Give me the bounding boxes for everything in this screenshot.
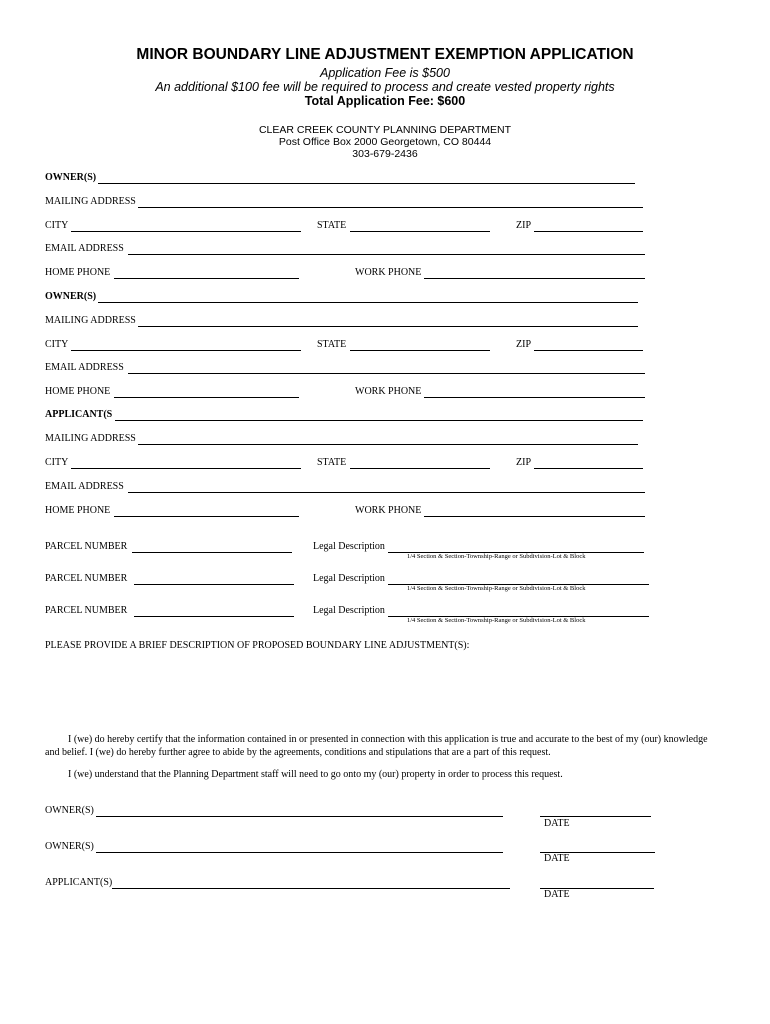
work-phone-field[interactable] [424,397,645,398]
mailing-address-label: MAILING ADDRESS [45,196,136,207]
state-label: STATE [317,339,347,350]
applicant-signature-label: APPLICANT(S) [45,877,113,888]
state-field[interactable] [350,468,490,469]
email-address-label: EMAIL ADDRESS [45,481,124,492]
mailing-address-label: MAILING ADDRESS [45,315,136,326]
zip-label: ZIP [516,339,531,350]
date-field[interactable] [540,816,651,817]
legal-description-label: Legal Description [313,573,385,584]
owner-signature-field[interactable] [96,816,503,817]
total-fee: Total Application Fee: $600 [304,94,466,108]
mailing-address-field[interactable] [138,444,638,445]
zip-label: ZIP [516,457,531,468]
owner-name-label: OWNER(S) [45,291,97,302]
work-phone-label: WORK PHONE [355,505,422,516]
parcel-number-field[interactable] [132,552,292,553]
city-label: CITY [45,220,69,231]
owner-name-label: OWNER(S) [45,172,97,183]
home-phone-field[interactable] [114,397,299,398]
applicant-name-label: APPLICANT(S [45,409,113,420]
date-label: DATE [544,853,570,864]
home-phone-label: HOME PHONE [45,505,111,516]
work-phone-label: WORK PHONE [355,386,422,397]
home-phone-label: HOME PHONE [45,386,111,397]
owner-signature-label: OWNER(S) [45,841,94,852]
form-title: MINOR BOUNDARY LINE ADJUSTMENT EXEMPTION APPLICATION [136,46,634,63]
application-fee: Application Fee is $500 [320,66,450,80]
city-label: CITY [45,457,69,468]
legal-description-hint: 1/4 Section & Section-Township-Range or Subdivision-Lot & Block [407,585,586,592]
applicant-name-field[interactable] [115,420,643,421]
property-access-paragraph: I (we) understand that the Planning Department staff will need to go onto my (our) property in order to process this request. [68,769,563,780]
department-name: CLEAR CREEK COUNTY PLANNING DEPARTMENT [258,124,512,136]
legal-description-hint: 1/4 Section & Section-Township-Range or Subdivision-Lot & Block [407,553,586,560]
parcel-number-label: PARCEL NUMBER [45,573,128,584]
email-address-field[interactable] [128,254,645,255]
city-field[interactable] [71,231,301,232]
description-prompt: PLEASE PROVIDE A BRIEF DESCRIPTION OF PROPOSED BOUNDARY LINE ADJUSTMENT(S): [45,640,470,651]
date-label: DATE [544,889,570,900]
mailing-address-field[interactable] [138,326,638,327]
city-field[interactable] [71,350,301,351]
work-phone-label: WORK PHONE [355,267,422,278]
certification-paragraph: I (we) do hereby certify that the information contained in or presented in connection with this application is true and accurate to the best of my (our) knowledge and belief. I (we) do hereby further agree to abide by the agreements, conditions and stipulations that are a part of this request. [45,734,708,758]
home-phone-label: HOME PHONE [45,267,111,278]
owner-signature-field[interactable] [96,852,503,853]
home-phone-field[interactable] [114,278,299,279]
parcel-number-field[interactable] [134,584,294,585]
zip-label: ZIP [516,220,531,231]
zip-field[interactable] [534,231,643,232]
email-address-field[interactable] [128,373,645,374]
city-label: CITY [45,339,69,350]
legal-description-hint: 1/4 Section & Section-Township-Range or Subdivision-Lot & Block [407,617,586,624]
legal-description-label: Legal Description [313,605,385,616]
parcel-number-field[interactable] [134,616,294,617]
state-field[interactable] [350,350,490,351]
date-label: DATE [544,818,570,829]
department-address: Post Office Box 2000 Georgetown, CO 80444 [278,136,492,148]
zip-field[interactable] [534,468,643,469]
city-field[interactable] [71,468,301,469]
work-phone-field[interactable] [424,516,645,517]
email-address-label: EMAIL ADDRESS [45,243,124,254]
state-label: STATE [317,220,347,231]
additional-fee: An additional $100 fee will be required to process and create vested property rights [155,80,615,94]
state-label: STATE [317,457,347,468]
parcel-number-label: PARCEL NUMBER [45,605,128,616]
home-phone-field[interactable] [114,516,299,517]
email-address-label: EMAIL ADDRESS [45,362,124,373]
work-phone-field[interactable] [424,278,645,279]
legal-description-label: Legal Description [313,541,385,552]
email-address-field[interactable] [128,492,645,493]
description-area[interactable] [45,656,645,722]
owner-name-field[interactable] [98,302,638,303]
owner-name-field[interactable] [98,183,635,184]
department-phone: 303-679-2436 [352,148,418,160]
mailing-address-label: MAILING ADDRESS [45,433,136,444]
parcel-number-label: PARCEL NUMBER [45,541,128,552]
applicant-signature-field[interactable] [112,888,510,889]
zip-field[interactable] [534,350,643,351]
owner-signature-label: OWNER(S) [45,805,94,816]
mailing-address-field[interactable] [138,207,643,208]
state-field[interactable] [350,231,490,232]
